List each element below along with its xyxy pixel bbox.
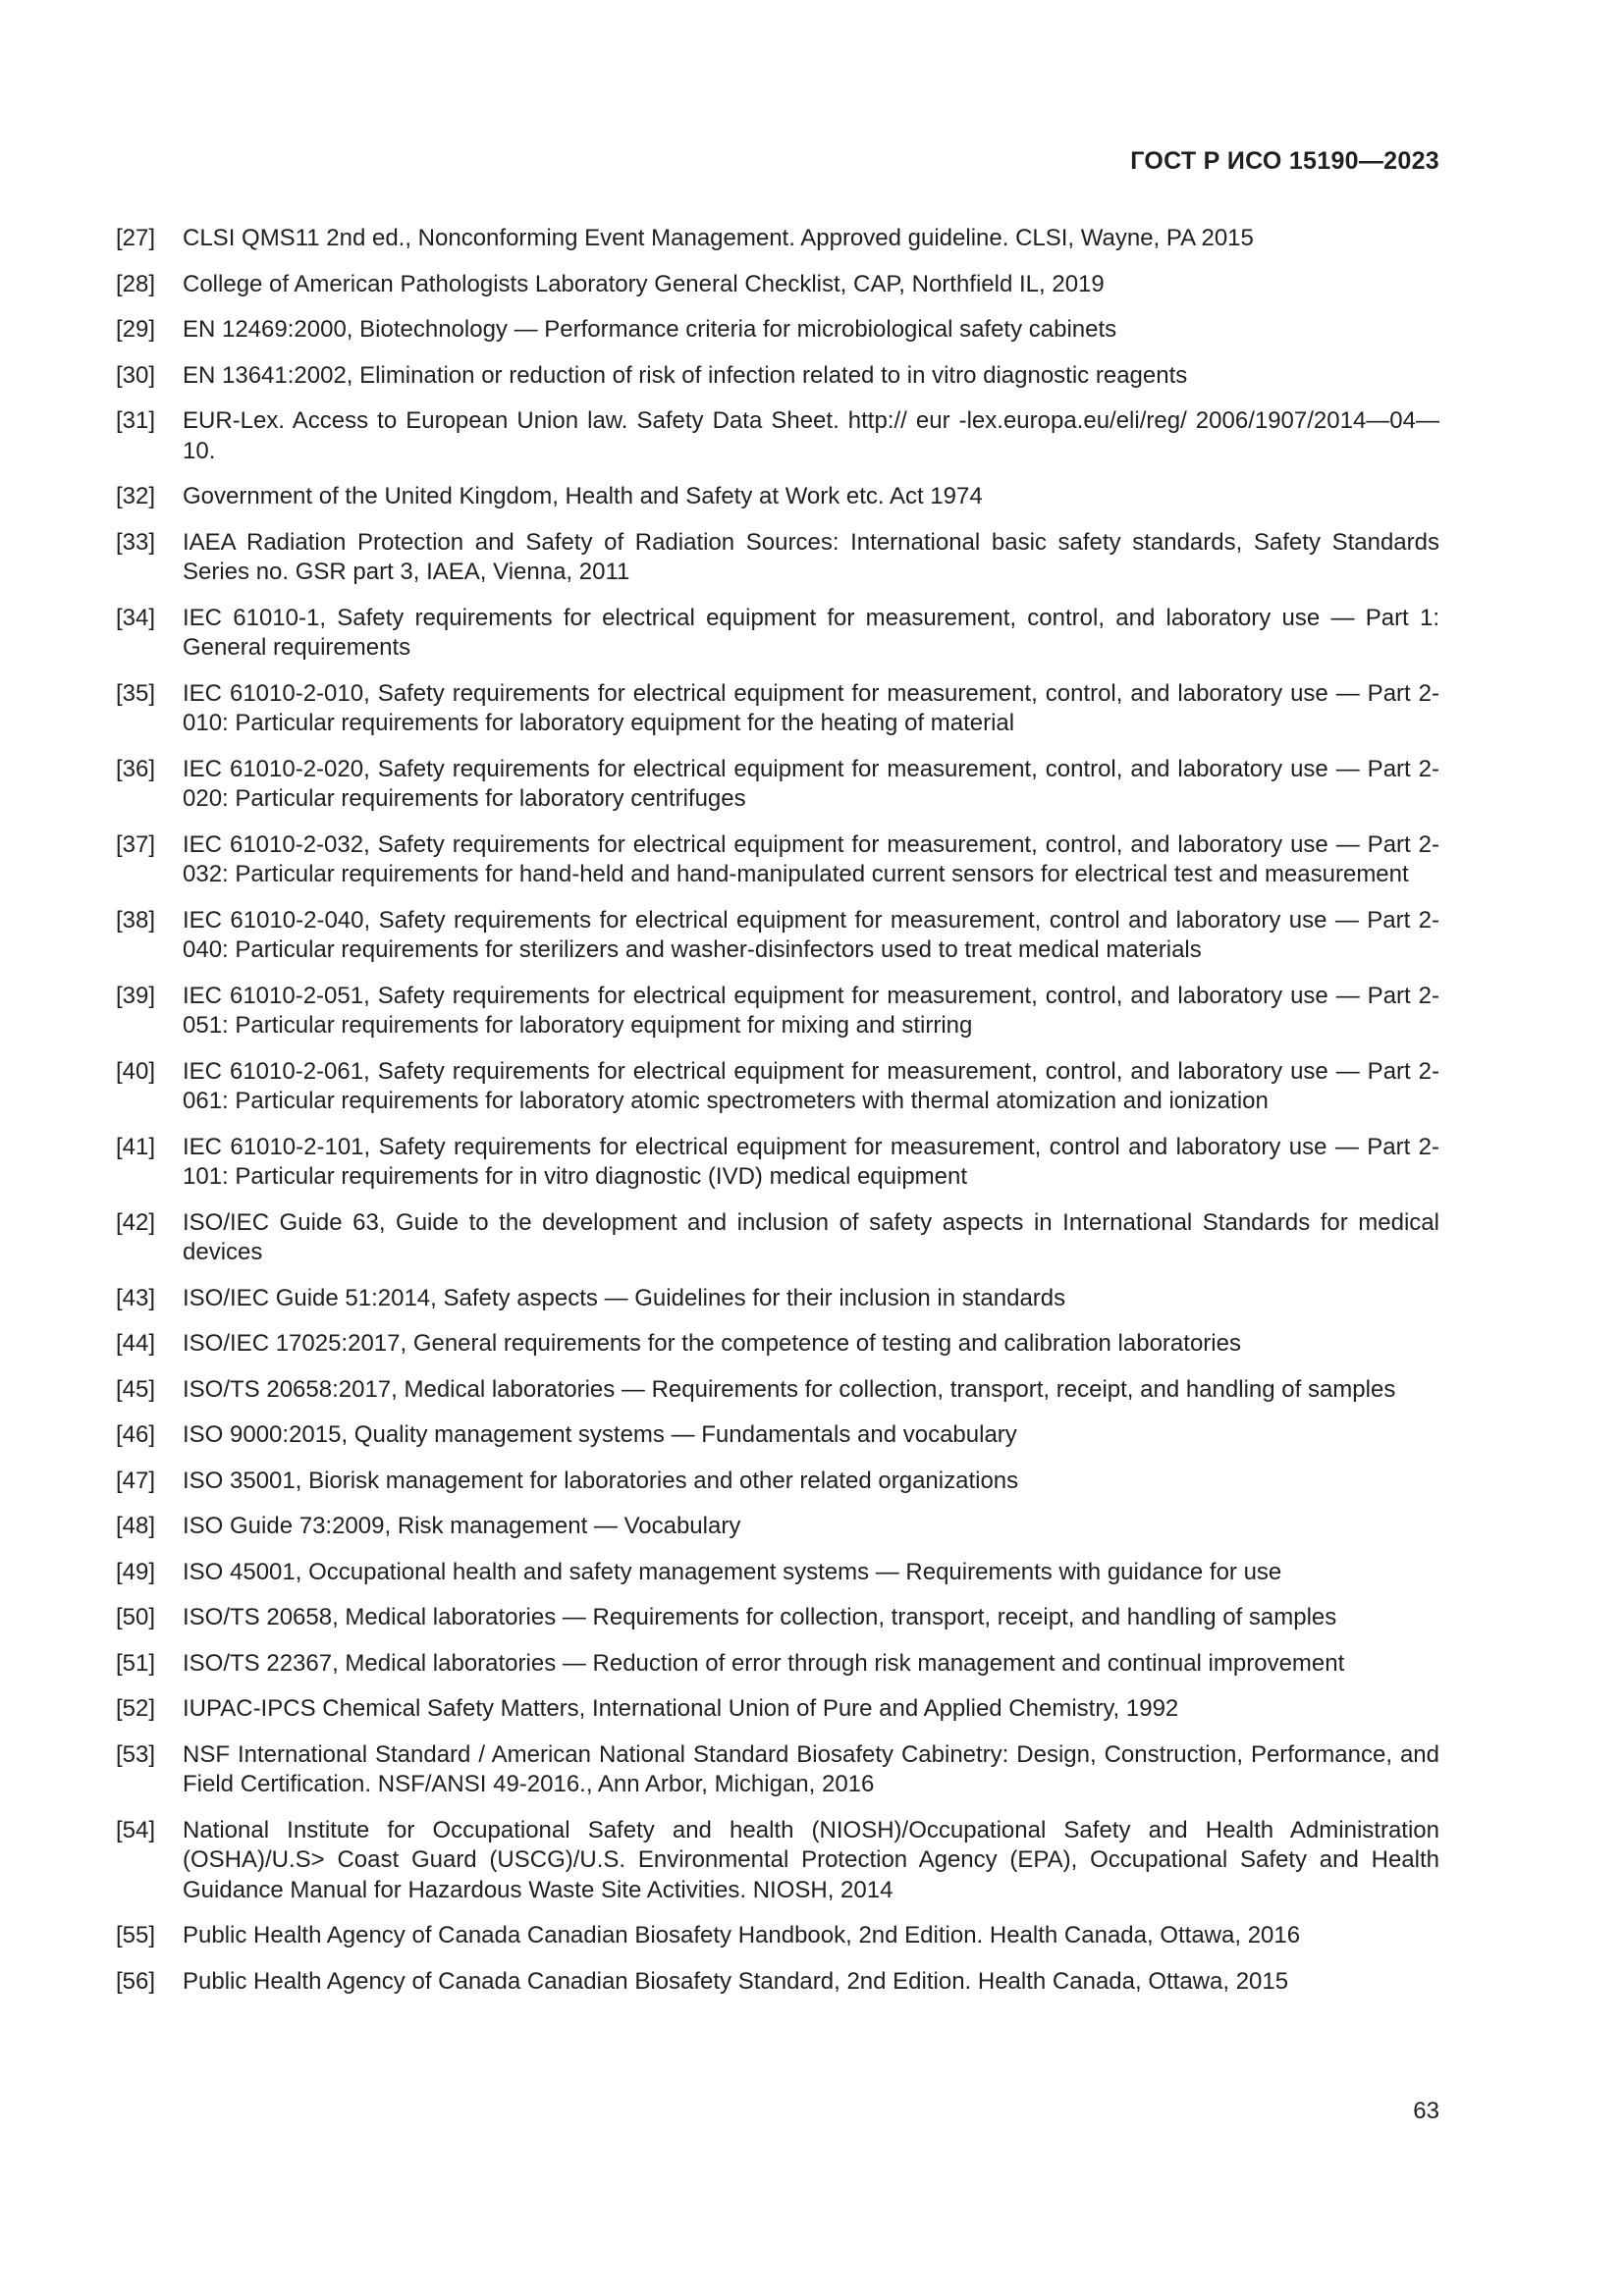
reference-number: [36] xyxy=(116,755,156,782)
bibliography-entry xyxy=(116,1603,1439,1633)
bibliography-entry xyxy=(116,1558,1439,1588)
reference-text: College of American Pathologists Laboratory General Checklist, CAP, Northfield IL, 2019 xyxy=(183,270,1105,297)
reference-text: ISO/IEC Guide 51:2014, Safety aspects — Guidelines for their inclusion in standards xyxy=(183,1284,1066,1311)
reference-text: ISO/TS 20658:2017, Medical laboratories — Requirements for collection, transport, receipt, and handling of samples xyxy=(183,1375,1396,1403)
reference-text: CLSI QMS11 2nd ed., Nonconforming Event Management. Approved guideline. CLSI, Wayne, PA 2015 xyxy=(183,225,1254,251)
reference-number: [47] xyxy=(116,1467,156,1494)
document-code-header: ГОСТ Р ИСО 15190—2023 xyxy=(1130,147,1439,175)
reference-number: [51] xyxy=(116,1649,156,1677)
bibliography-entry xyxy=(116,406,1439,466)
reference-number: [32] xyxy=(116,483,156,509)
bibliography-entry xyxy=(116,604,1439,664)
reference-text: ISO/TS 22367, Medical laboratories — Reduction of error through risk management and continual improvement xyxy=(183,1649,1345,1677)
reference-number: [54] xyxy=(116,1816,156,1843)
reference-text: ISO 9000:2015, Quality management systems — Fundamentals and vocabulary xyxy=(183,1421,1017,1448)
bibliography-entry xyxy=(116,1921,1439,1951)
bibliography-entry xyxy=(116,1512,1439,1542)
bibliography-entry xyxy=(116,982,1439,1041)
bibliography-entry xyxy=(116,361,1439,392)
reference-text: National Institute for Occupational Safety and health (NIOSH)/Occupational Safety and Health Administration (OSHA)/U.S> Coast Guard (USCG)/U.S. Environmental Protection Agency (EPA), Occupational Safety and Health Guidance Manual for Hazardous Waste Site Activities. NIOSH, 2014 xyxy=(183,1816,1439,1903)
reference-text: IEC 61010-2-040, Safety requirements for electrical equipment for measurement, control and laboratory use — Part 2-040: Particular requirements for sterilizers and washer-disinfectors used to treat medical materials xyxy=(183,906,1439,963)
reference-number: [50] xyxy=(116,1604,156,1630)
reference-text: IEC 61010-2-032, Safety requirements for electrical equipment for measurement, control, and laboratory use — Part 2-032: Particular requirements for hand-held and hand-manipulated current sensors for electrical test and measurement xyxy=(183,830,1439,887)
page-number: 63 xyxy=(1413,2098,1439,2124)
reference-text: IAEA Radiation Protection and Safety of Radiation Sources: International basic safety standards, Safety Standards Series no. GSR part 3, IAEA, Vienna, 2011 xyxy=(183,528,1439,585)
reference-number: [41] xyxy=(116,1133,156,1160)
reference-text: IEC 61010-2-051, Safety requirements for electrical equipment for measurement, control, and laboratory use — Part 2-051: Particular requirements for laboratory equipment for mixing and stirring xyxy=(183,982,1439,1039)
bibliography-entry xyxy=(116,1284,1439,1314)
bibliography-entry xyxy=(116,1208,1439,1268)
bibliography-entry xyxy=(116,1329,1439,1360)
reference-text: ISO Guide 73:2009, Risk management — Vocabulary xyxy=(183,1513,741,1539)
reference-number: [29] xyxy=(116,316,156,343)
reference-text: Public Health Agency of Canada Canadian Biosafety Handbook, 2nd Edition. Health Canada, Ottawa, 2016 xyxy=(183,1922,1301,1949)
reference-text: ISO/IEC 17025:2017, General requirements for the competence of testing and calibration laboratories xyxy=(183,1330,1241,1357)
reference-text: Government of the United Kingdom, Health and Safety at Work etc. Act 1974 xyxy=(183,483,983,509)
bibliography-entry xyxy=(116,1694,1439,1725)
reference-number: [39] xyxy=(116,982,156,1009)
reference-number: [37] xyxy=(116,830,156,858)
reference-number: [28] xyxy=(116,270,156,297)
reference-text: Public Health Agency of Canada Canadian Biosafety Standard, 2nd Edition. Health Canada, Ottawa, 2015 xyxy=(183,1967,1289,1995)
bibliography-entry xyxy=(116,1133,1439,1193)
reference-text: ISO/TS 20658, Medical laboratories — Requirements for collection, transport, receipt, and handling of samples xyxy=(183,1604,1337,1630)
reference-number: [38] xyxy=(116,906,156,934)
reference-number: [44] xyxy=(116,1330,156,1357)
reference-text: NSF International Standard / American National Standard Biosafety Cabinetry: Design, Construction, Performance, and Field Certification. NSF/ANSI 49-2016., Ann Arbor, Michigan, 2016 xyxy=(183,1740,1439,1797)
reference-text: IEC 61010-2-061, Safety requirements for electrical equipment for measurement, control, and laboratory use — Part 2-061: Particular requirements for laboratory atomic spectrometers with thermal atomization and ionization xyxy=(183,1057,1439,1114)
reference-text: ISO/IEC Guide 63, Guide to the development and inclusion of safety aspects in International Standards for medical devices xyxy=(183,1208,1439,1265)
reference-text: ISO 45001, Occupational health and safety management systems — Requirements with guidance for use xyxy=(183,1558,1282,1585)
bibliography-entry xyxy=(116,224,1439,254)
bibliography-list xyxy=(116,224,1439,2012)
reference-text: IEC 61010-2-020, Safety requirements for electrical equipment for measurement, control, and laboratory use — Part 2-020: Particular requirements for laboratory centrifuges xyxy=(183,755,1439,812)
reference-number: [27] xyxy=(116,225,156,251)
reference-text: ISO 35001, Biorisk management for laboratories and other related organizations xyxy=(183,1467,1019,1494)
reference-number: [48] xyxy=(116,1513,156,1539)
bibliography-entry xyxy=(116,1740,1439,1800)
reference-number: [40] xyxy=(116,1057,156,1085)
reference-number: [55] xyxy=(116,1922,156,1949)
bibliography-entry xyxy=(116,1057,1439,1117)
bibliography-entry xyxy=(116,528,1439,588)
reference-number: [43] xyxy=(116,1284,156,1311)
bibliography-entry xyxy=(116,1467,1439,1497)
reference-number: [56] xyxy=(116,1967,156,1995)
reference-text: EN 12469:2000, Biotechnology — Performance criteria for microbiological safety cabinets xyxy=(183,316,1117,343)
bibliography-entry xyxy=(116,830,1439,890)
bibliography-entry xyxy=(116,1967,1439,1998)
reference-number: [34] xyxy=(116,604,156,631)
reference-number: [31] xyxy=(116,407,156,434)
reference-number: [35] xyxy=(116,679,156,707)
reference-text: IEC 61010-2-010, Safety requirements for electrical equipment for measurement, control, and laboratory use — Part 2-010: Particular requirements for laboratory equipment for the heating of material xyxy=(183,679,1439,736)
reference-text: IEC 61010-2-101, Safety requirements for electrical equipment for measurement, control and laboratory use — Part 2-101: Particular requirements for in vitro diagnostic (IVD) medical equipment xyxy=(183,1133,1439,1190)
reference-number: [42] xyxy=(116,1208,156,1236)
bibliography-entry xyxy=(116,1816,1439,1906)
bibliography-entry xyxy=(116,1375,1439,1406)
bibliography-entry xyxy=(116,1420,1439,1451)
reference-text: IUPAC-IPCS Chemical Safety Matters, International Union of Pure and Applied Chemistry, 1992 xyxy=(183,1695,1179,1722)
bibliography-entry xyxy=(116,755,1439,815)
bibliography-entry xyxy=(116,315,1439,346)
reference-number: [30] xyxy=(116,361,156,389)
reference-number: [45] xyxy=(116,1375,156,1403)
reference-number: [46] xyxy=(116,1421,156,1448)
reference-number: [49] xyxy=(116,1558,156,1585)
bibliography-entry xyxy=(116,906,1439,966)
bibliography-entry xyxy=(116,482,1439,512)
bibliography-entry xyxy=(116,270,1439,300)
bibliography-entry xyxy=(116,1649,1439,1680)
reference-number: [33] xyxy=(116,528,156,556)
reference-number: [52] xyxy=(116,1695,156,1722)
reference-number: [53] xyxy=(116,1740,156,1768)
reference-text: EN 13641:2002, Elimination or reduction of risk of infection related to in vitro diagnostic reagents xyxy=(183,361,1188,389)
bibliography-entry xyxy=(116,679,1439,739)
reference-text: IEC 61010-1, Safety requirements for electrical equipment for measurement, control, and laboratory use — Part 1: General requirements xyxy=(183,604,1439,661)
reference-text: EUR-Lex. Access to European Union law. Safety Data Sheet. http:// eur -lex.europa.eu/eli/reg/ 2006/1907/2014—04—10. xyxy=(183,407,1439,464)
